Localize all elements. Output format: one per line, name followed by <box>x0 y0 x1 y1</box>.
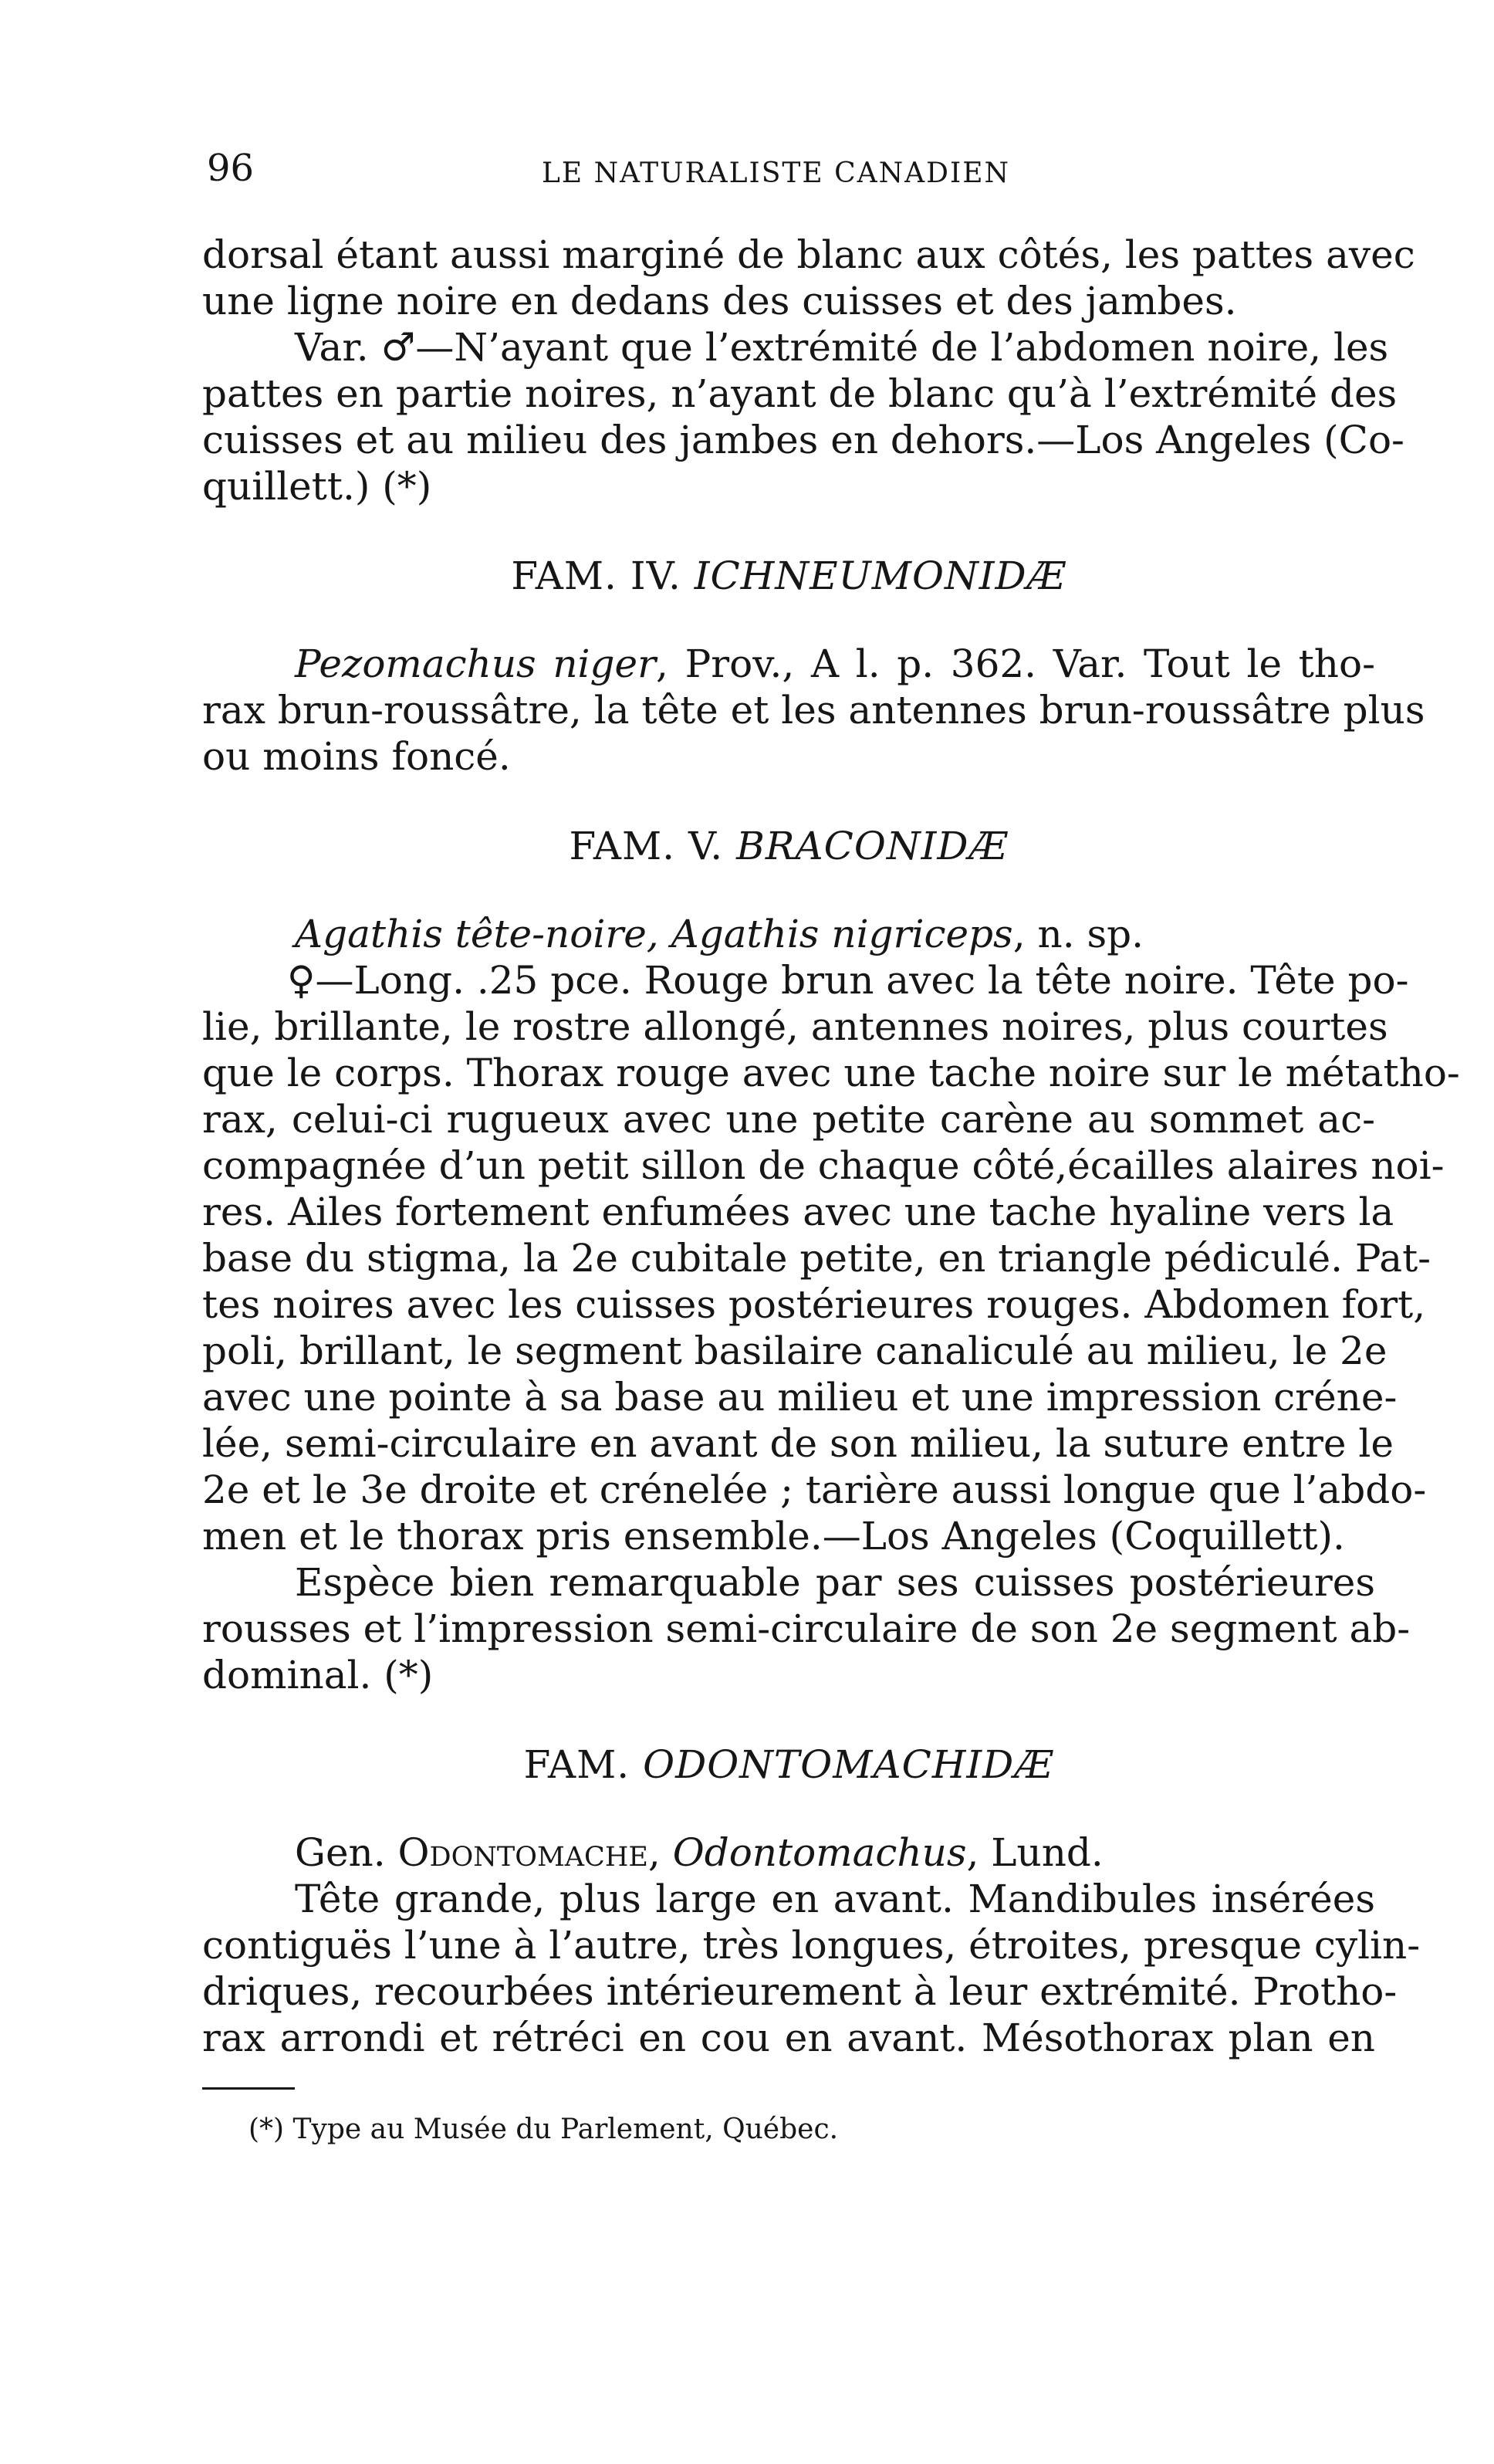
genus-name: Odontomache <box>397 1830 648 1875</box>
text-line: 2e et le 3e droite et crénelée ; tarière aussi longue que l’abdo- <box>202 1467 1427 1512</box>
text-line: men et le thorax pris ensemble.—Los Angeles (Coquillett). <box>202 1514 1345 1559</box>
text-line: rax arrondi et rétréci en cou en avant. Mésothorax plan en <box>202 2016 1375 2060</box>
paragraph-5 <box>202 1559 1411 1698</box>
text-line: que le corps. Thorax rouge avec une tache noire sur le métatho- <box>202 1051 1460 1095</box>
text-line: driques, recourbées intérieurement à leur extrémité. Protho- <box>202 1969 1398 2014</box>
genus-separator: , <box>647 1830 673 1875</box>
page-number: 96 <box>207 147 255 190</box>
text-line: tes noires avec les cuisses postérieures rouges. Abdomen fort, <box>202 1282 1426 1327</box>
text-line: ♀—Long. .25 pce. Rouge brun avec la tête noire. Tête po- <box>287 958 1409 1003</box>
family-heading-odontomachidae <box>202 1741 1375 1788</box>
text-line: lée, semi-circulaire en avant de son milieu, la suture entre le <box>202 1421 1394 1466</box>
family-heading-ichneumonidae <box>202 553 1375 599</box>
paragraph-2 <box>202 324 1404 509</box>
paragraph-1 <box>202 232 1415 324</box>
text-line: contiguës l’une à l’autre, très longues, étroites, presque cylin- <box>202 1923 1421 1968</box>
heading-prefix: FAM. IV. <box>511 553 695 598</box>
text-line: pattes en partie noires, n’ayant de blanc qu’à l’extrémité des <box>202 371 1398 416</box>
text-line: compagnée d’un petit sillon de chaque côté,écailles alaires noi- <box>202 1143 1445 1188</box>
running-title: LE NATURALISTE CANADIEN <box>542 157 1011 189</box>
heading-prefix: FAM. <box>523 1742 644 1787</box>
text-line: rousses et l’impression semi-circulaire de son 2e segment ab- <box>202 1606 1411 1651</box>
genus-label: Gen. <box>295 1830 398 1875</box>
body-text <box>202 232 1460 2061</box>
footnote: (*) Type au Musée du Parlement, Québec. <box>248 2114 839 2145</box>
text-line: cuisses et au milieu des jambes en dehors.—Los Angeles (Co- <box>202 418 1404 462</box>
text-line <box>202 1829 1375 1876</box>
text-line: lie, brillante, le rostre allongé, antennes noires, plus courtes <box>202 1004 1388 1049</box>
species-description: , Prov., A l. p. 362. Var. Tout le tho- <box>656 641 1375 686</box>
text-line: res. Ailes fortement enfumées avec une tache hyaline vers la <box>202 1190 1394 1234</box>
text-line <box>202 641 1375 687</box>
species-name: Pezomachus niger <box>295 641 657 686</box>
text-line: dominal. (*) <box>202 1653 434 1697</box>
text-line: base du stigma, la 2e cubitale petite, en triangle pédiculé. Pat- <box>202 1236 1431 1281</box>
text-line: Var. ♂—N’ayant que l’extrémité de l’abdomen noire, les <box>295 325 1389 370</box>
genus-author: , Lund. <box>966 1830 1104 1875</box>
text-line: Tête grande, plus large en avant. Mandibules insérées <box>295 1877 1375 1921</box>
text-line: rax brun-roussâtre, la tête et les antennes brun-roussâtre plus <box>202 688 1425 733</box>
text-line: une ligne noire en dedans des cuisses et des jambes. <box>202 279 1237 323</box>
text-line: poli, brillant, le segment basilaire canaliculé au milieu, le 2e <box>202 1328 1388 1373</box>
species-heading <box>202 911 1375 957</box>
footnote-rule <box>202 2087 295 2090</box>
text-line: dorsal étant aussi marginé de blanc aux côtés, les pattes avec <box>202 232 1415 277</box>
text-line: ou moins foncé. <box>202 734 511 779</box>
species-suffix: , n. sp. <box>1012 912 1144 956</box>
text-line: rax, celui-ci rugueux avec une petite carène au sommet ac- <box>202 1097 1375 1142</box>
page-header <box>202 147 1375 201</box>
genus-heading <box>202 1829 1375 1876</box>
text-line: quillett.) (*) <box>202 464 432 509</box>
paragraph-6 <box>202 1876 1421 2061</box>
paragraph-4 <box>202 957 1460 1559</box>
paragraph-3 <box>202 641 1425 780</box>
text-line <box>202 911 1375 957</box>
heading-family-name: ODONTOMACHIDÆ <box>643 1742 1054 1787</box>
text-line: avec une pointe à sa base au milieu et une impression créne- <box>202 1375 1398 1420</box>
heading-family-name: BRACONIDÆ <box>736 824 1009 868</box>
genus-latin-name: Odontomachus <box>672 1830 967 1875</box>
text-line: Espèce bien remarquable par ses cuisses postérieures <box>295 1560 1375 1605</box>
page <box>202 147 1460 2147</box>
family-heading-braconidae <box>202 823 1375 869</box>
species-name: Agathis tête-noire, Agathis nigriceps <box>295 912 1013 956</box>
heading-family-name: ICHNEUMONIDÆ <box>694 553 1066 598</box>
heading-prefix: FAM. V. <box>569 824 737 868</box>
